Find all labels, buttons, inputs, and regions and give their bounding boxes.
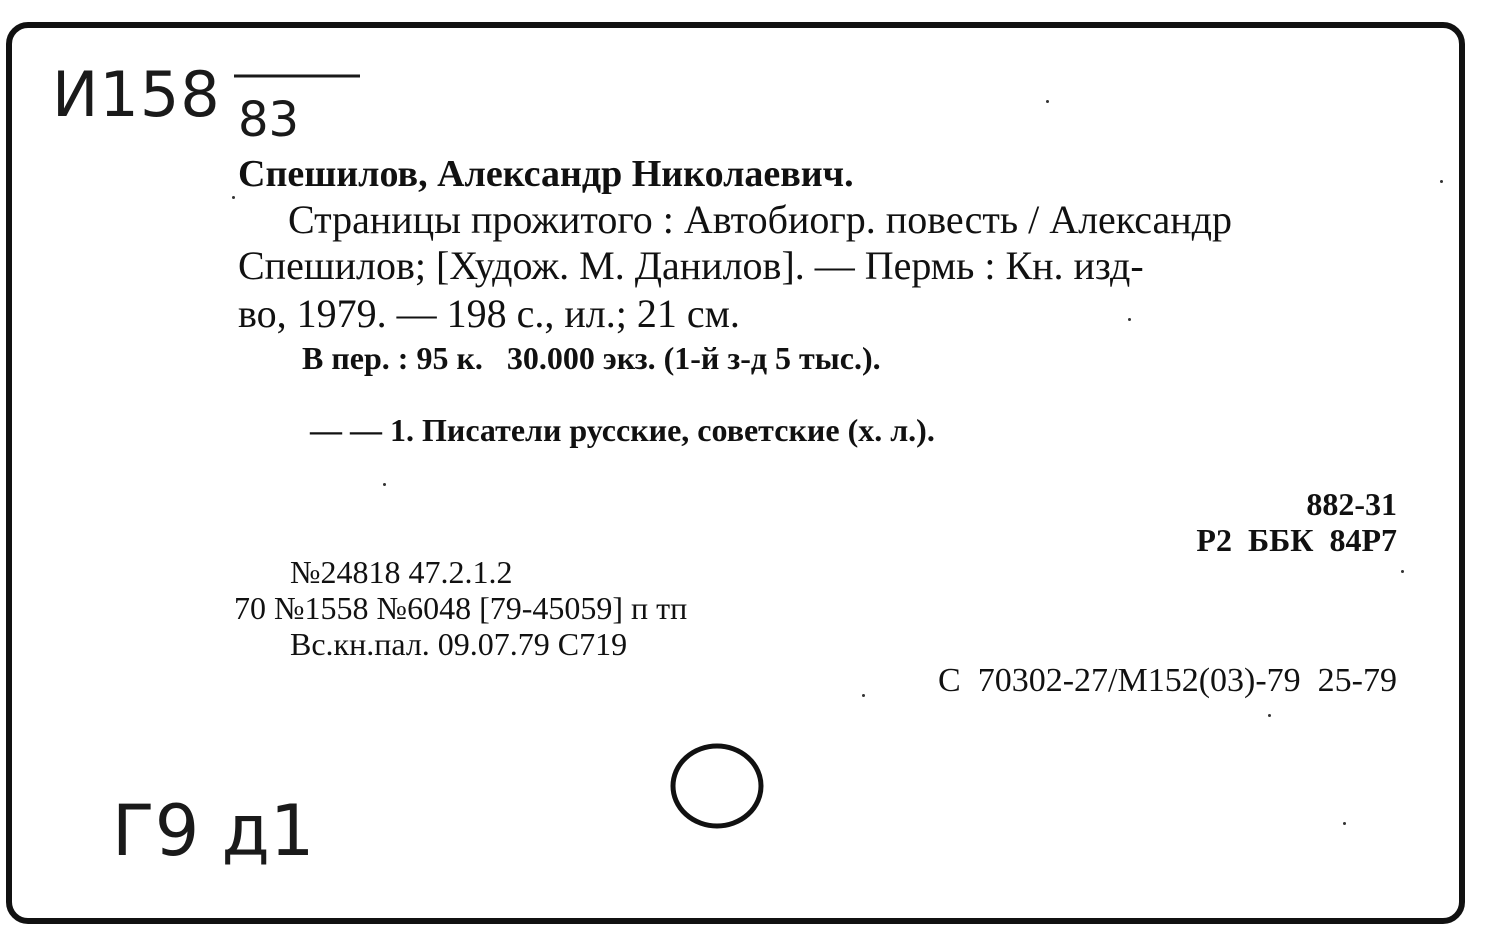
handwritten-call-number: И158 <box>52 58 221 131</box>
classification-code-top: 882-31 <box>1306 486 1397 522</box>
subject-heading: — — 1. Писатели русские, советские (х. л.). <box>310 412 935 448</box>
title-line-2: Спешилов; [Худож. М. Данилов]. — Пермь : Кн. изд- <box>238 243 1144 288</box>
registry-line-1: №24818 47.2.1.2 <box>290 554 513 590</box>
handwritten-call-number-denominator: 83 <box>238 92 300 148</box>
index-code: С 70302-27/М152(03)-79 25-79 <box>938 662 1397 699</box>
registry-line-3: Вс.кн.пал. 09.07.79 С719 <box>290 626 628 662</box>
speck <box>862 694 865 697</box>
registry-line-2: 70 №1558 №6048 [79-45059] п тп <box>234 590 688 626</box>
speck <box>1128 318 1131 321</box>
title-line-1: Страницы прожитого : Автобиогр. повесть / Александр <box>288 197 1232 242</box>
speck <box>1343 822 1346 825</box>
speck <box>383 483 386 486</box>
price-print-run: В пер. : 95 к. 30.000 экз. (1-й з-д 5 тыс.). <box>302 340 881 376</box>
speck <box>1440 180 1443 183</box>
speck <box>232 196 235 199</box>
classification-code-bbk: Р2 ББК 84Р7 <box>1196 522 1397 558</box>
speck <box>1046 100 1049 103</box>
title-line-3: во, 1979. — 198 с., ил.; 21 см. <box>238 291 740 336</box>
handwritten-bottom-mark: Г9 д1 <box>112 790 315 872</box>
speck <box>1401 570 1404 573</box>
speck <box>1268 714 1271 717</box>
author-heading: Спешилов, Александр Николаевич. <box>238 153 854 195</box>
